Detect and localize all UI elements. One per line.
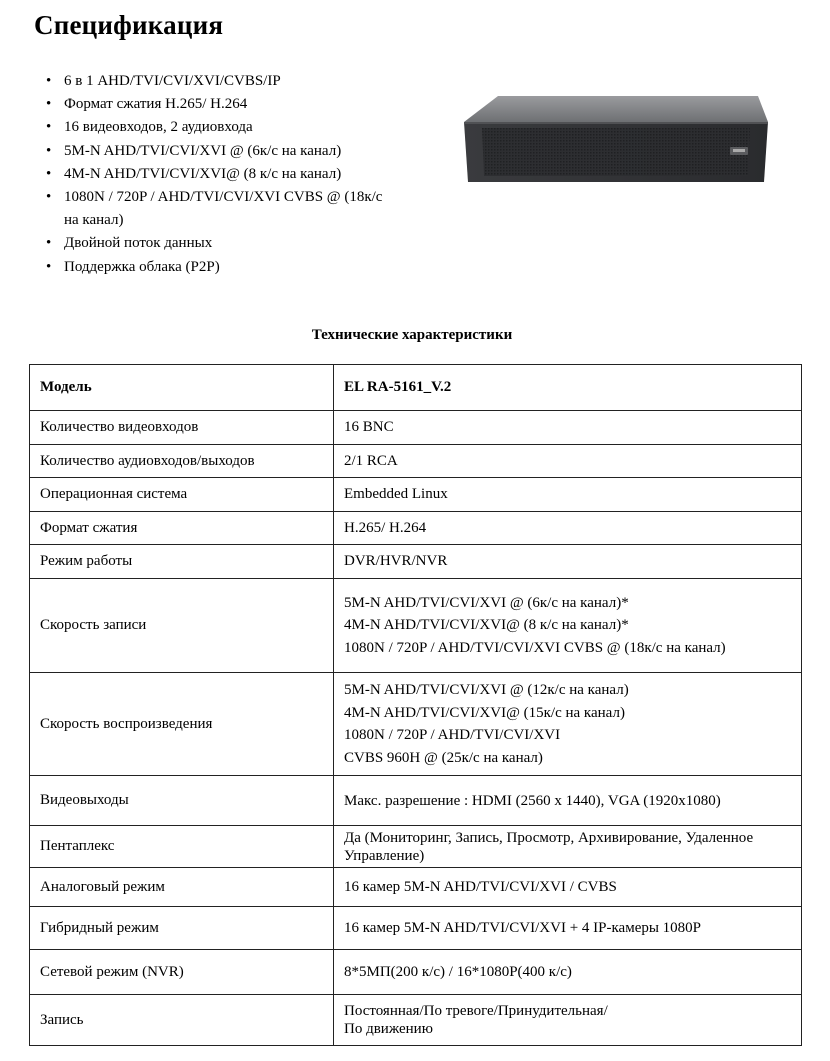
- spec-table: [29, 364, 802, 1046]
- table-row: [30, 545, 802, 579]
- spec-label: Режим работы: [30, 545, 334, 579]
- spec-value: H.265/ H.264: [334, 512, 802, 545]
- spec-value-line: 4M-N AHD/TVI/CVI/XVI@ (15к/с на канал): [344, 704, 625, 721]
- spec-value-line: По движению: [344, 1021, 433, 1037]
- spec-value-line: 5M-N AHD/TVI/CVI/XVI @ (12к/с на канал): [344, 682, 629, 698]
- table-row: [30, 826, 802, 868]
- spec-label: Видеовыходы: [30, 776, 334, 826]
- spec-value: 16 камер 5M-N AHD/TVI/CVI/XVI + 4 IP-камеры 1080P: [334, 907, 802, 950]
- spec-value: [334, 995, 802, 1046]
- spec-value-line: 1080N / 720P / AHD/TVI/CVI/XVI CVBS @ (18к/с на канал): [344, 639, 726, 656]
- spec-value-line: 5M-N AHD/TVI/CVI/XVI @ (6к/с на канал)*: [344, 594, 629, 611]
- spec-value: [334, 579, 802, 673]
- spec-value: 16 камер 5M-N AHD/TVI/CVI/XVI / CVBS: [334, 868, 802, 907]
- table-row: [30, 673, 802, 776]
- feature-item: • 1080N / 720P / AHD/TVI/CVI/XVI CVBS @ (18к/с на канал): [46, 186, 386, 232]
- table-row: [30, 579, 802, 673]
- spec-value-line: CVBS 960H @ (25к/с на канал): [344, 749, 543, 766]
- spec-value: 2/1 RCA: [334, 445, 802, 478]
- spec-label: Количество аудиовходов/выходов: [30, 445, 334, 478]
- spec-label: Операционная система: [30, 478, 334, 512]
- feature-list: [46, 70, 386, 279]
- table-heading: Технические характеристики: [311, 327, 513, 343]
- page-title: Спецификация: [34, 10, 224, 40]
- spec-value: Embedded Linux: [334, 478, 802, 512]
- spec-label: Запись: [30, 995, 334, 1046]
- spec-label: Скорость воспроизведения: [30, 673, 334, 776]
- table-row: [30, 478, 802, 512]
- table-row: [30, 868, 802, 907]
- feature-item: • 5M-N AHD/TVI/CVI/XVI @ (6к/с на канал): [46, 140, 386, 163]
- spec-value-line: 4M-N AHD/TVI/CVI/XVI@ (8 к/с на канал)*: [344, 617, 629, 634]
- table-row: [30, 411, 802, 445]
- spec-label: Формат сжатия: [30, 512, 334, 545]
- spec-value: [334, 673, 802, 776]
- spec-value: 8*5МП(200 к/с) / 16*1080P(400 к/с): [334, 950, 802, 995]
- table-row: [30, 950, 802, 995]
- spec-label: Модель: [30, 365, 334, 411]
- spec-value-line: 1080N / 720P / AHD/TVI/CVI/XVI: [344, 727, 561, 743]
- spec-value-line: Постоянная/По тревоге/Принудительная/: [344, 1003, 608, 1019]
- spec-label: Аналоговый режим: [30, 868, 334, 907]
- spec-value: Да (Мониторинг, Запись, Просмотр, Архивирование, Удаленное Управление): [334, 826, 802, 868]
- table-row: [30, 365, 802, 411]
- spec-label: Гибридный режим: [30, 907, 334, 950]
- table-row: [30, 776, 802, 826]
- spec-value: Макс. разрешение : HDMI (2560 x 1440), VGA (1920x1080): [334, 776, 802, 826]
- spec-label: Количество видеовходов: [30, 411, 334, 445]
- spec-value: 16 BNC: [334, 411, 802, 445]
- spec-label: Сетевой режим (NVR): [30, 950, 334, 995]
- feature-item: • 16 видеовходов, 2 аудиовхода: [46, 116, 386, 139]
- spec-label: Пентаплекс: [30, 826, 334, 868]
- spec-label: Скорость записи: [30, 579, 334, 673]
- feature-item: • Двойной поток данных: [46, 232, 386, 255]
- table-row: [30, 512, 802, 545]
- table-row: [30, 907, 802, 950]
- table-row: [30, 445, 802, 478]
- feature-item: • Поддержка облака (P2P): [46, 256, 386, 279]
- spec-value: EL RA-5161_V.2: [334, 365, 802, 411]
- feature-item: • Формат сжатия H.265/ H.264: [46, 93, 386, 116]
- feature-item: • 4M-N AHD/TVI/CVI/XVI@ (8 к/с на канал): [46, 163, 386, 186]
- dvr-device-image: [458, 92, 770, 188]
- spec-value: DVR/HVR/NVR: [334, 545, 802, 579]
- feature-item: • 6 в 1 AHD/TVI/CVI/XVI/CVBS/IP: [46, 70, 386, 93]
- table-row: [30, 995, 802, 1046]
